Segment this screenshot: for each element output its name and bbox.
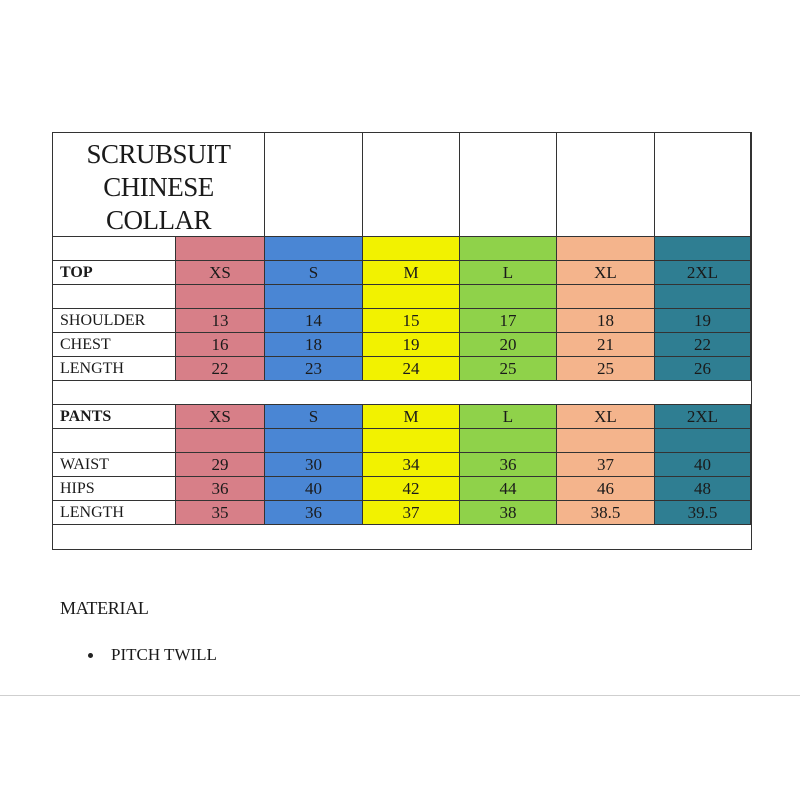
measure-label: HIPS (53, 477, 176, 501)
blank-size-cell (176, 237, 265, 261)
measure-value: 44 (460, 477, 557, 501)
blank-size-cell (557, 237, 655, 261)
header-empty-cell (460, 133, 557, 237)
blank-label-cell (53, 237, 176, 261)
measure-value: 36 (265, 501, 363, 525)
measure-label: SHOULDER (53, 309, 176, 333)
measure-value: 39.5 (655, 501, 751, 525)
title-line-3: COLLAR (106, 204, 211, 235)
measure-value: 22 (655, 333, 751, 357)
measure-value: 29 (176, 453, 265, 477)
measure-value: 17 (460, 309, 557, 333)
header-empty-cell (557, 133, 655, 237)
header-empty-cell (363, 133, 460, 237)
measure-value: 21 (557, 333, 655, 357)
blank-size-cell (655, 429, 751, 453)
size-header-cell: L (460, 405, 557, 429)
header-empty-cell (265, 133, 363, 237)
blank-size-cell (655, 285, 751, 309)
measure-value: 26 (655, 357, 751, 381)
blank-size-cell (363, 429, 460, 453)
size-header-cell: S (265, 261, 363, 285)
section-spacer (53, 381, 751, 405)
pants-header: PANTS (53, 405, 176, 429)
size-header-cell: 2XL (655, 261, 751, 285)
measure-value: 46 (557, 477, 655, 501)
measure-value: 34 (363, 453, 460, 477)
measure-value: 38 (460, 501, 557, 525)
measure-label: LENGTH (53, 501, 176, 525)
measure-value: 40 (265, 477, 363, 501)
blank-size-cell (460, 285, 557, 309)
measure-value: 37 (557, 453, 655, 477)
measure-value: 36 (176, 477, 265, 501)
size-header-cell: M (363, 405, 460, 429)
measure-label: WAIST (53, 453, 176, 477)
measure-value: 35 (176, 501, 265, 525)
measure-value: 36 (460, 453, 557, 477)
measure-value: 22 (176, 357, 265, 381)
measure-value: 25 (460, 357, 557, 381)
size-header-cell: S (265, 405, 363, 429)
size-header-cell: XL (557, 405, 655, 429)
blank-size-cell (265, 429, 363, 453)
measure-value: 38.5 (557, 501, 655, 525)
material-item-label: PITCH TWILL (111, 645, 217, 664)
blank-size-cell (265, 285, 363, 309)
blank-size-cell (460, 429, 557, 453)
blank-size-cell (176, 429, 265, 453)
blank-label-cell (53, 429, 176, 453)
measure-value: 37 (363, 501, 460, 525)
measure-value: 19 (655, 309, 751, 333)
title-line-2: CHINESE (103, 171, 214, 202)
blank-size-cell (655, 237, 751, 261)
measure-value: 23 (265, 357, 363, 381)
measure-value: 15 (363, 309, 460, 333)
blank-size-cell (557, 429, 655, 453)
size-header-cell: XL (557, 261, 655, 285)
top-header: TOP (53, 261, 176, 285)
blank-size-cell (557, 285, 655, 309)
page-divider (0, 695, 800, 696)
measure-value: 14 (265, 309, 363, 333)
title-line-1: SCRUBSUIT (86, 139, 231, 169)
blank-label-cell (53, 285, 176, 309)
measure-value: 48 (655, 477, 751, 501)
blank-size-cell (363, 237, 460, 261)
size-header-cell: M (363, 261, 460, 285)
measure-value: 18 (265, 333, 363, 357)
blank-size-cell (363, 285, 460, 309)
measure-value: 19 (363, 333, 460, 357)
measure-value: 30 (265, 453, 363, 477)
measure-value: 13 (176, 309, 265, 333)
measure-value: 40 (655, 453, 751, 477)
measure-value: 24 (363, 357, 460, 381)
size-header-cell: L (460, 261, 557, 285)
measure-value: 16 (176, 333, 265, 357)
size-header-cell: XS (176, 261, 265, 285)
header-empty-cell (655, 133, 751, 237)
blank-size-cell (265, 237, 363, 261)
size-chart-table (52, 132, 752, 550)
measure-value: 18 (557, 309, 655, 333)
section-spacer (53, 525, 751, 549)
chart-title (53, 133, 265, 237)
measure-label: CHEST (53, 333, 176, 357)
measure-label: LENGTH (53, 357, 176, 381)
measure-value: 25 (557, 357, 655, 381)
size-header-cell: XS (176, 405, 265, 429)
material-heading: MATERIAL (60, 598, 149, 618)
blank-size-cell (460, 237, 557, 261)
size-header-cell: 2XL (655, 405, 751, 429)
measure-value: 20 (460, 333, 557, 357)
material-list-item (88, 645, 217, 665)
blank-size-cell (176, 285, 265, 309)
bullet-icon (88, 653, 93, 658)
measure-value: 42 (363, 477, 460, 501)
